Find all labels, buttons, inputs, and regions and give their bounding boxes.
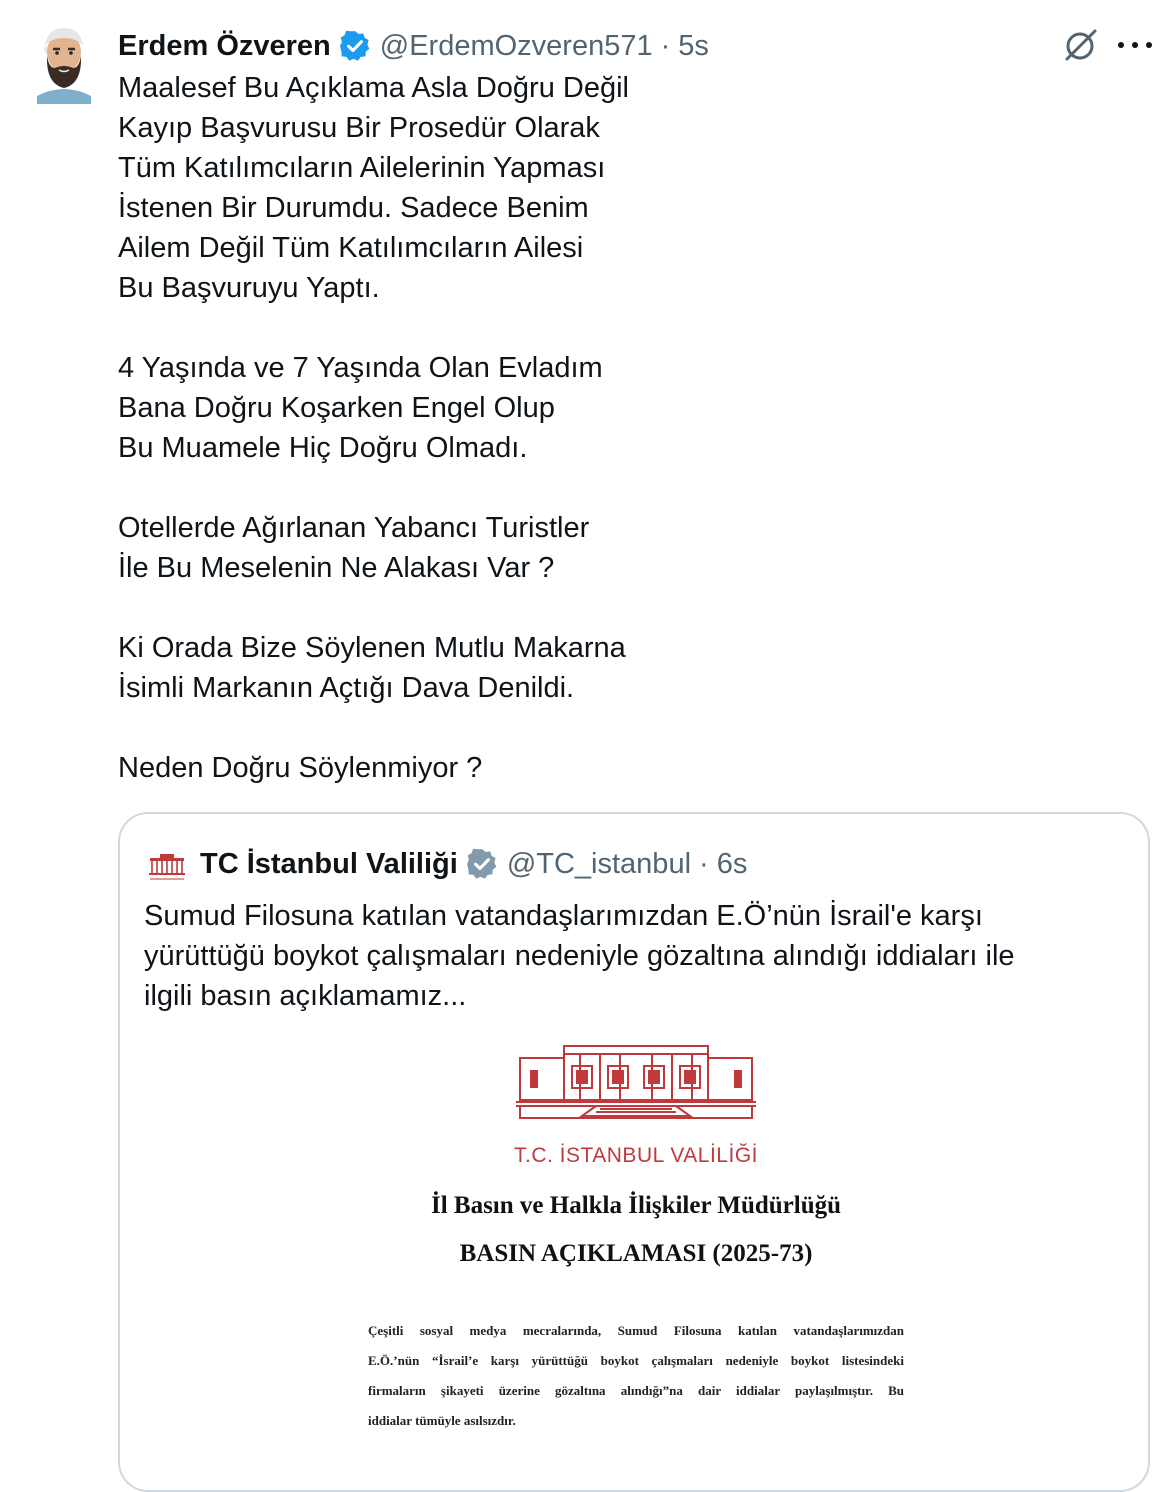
document-department: İl Basın ve Halkla İlişkiler Müdürlüğü: [430, 1192, 842, 1219]
press-release-image[interactable]: [120, 1034, 1150, 1492]
document-body-line: Çeşitli sosyal medya mecralarında, Sumud Filosuna katılan vatandaşlarımızdan: [368, 1323, 904, 1338]
tweet-line: Bu Muamele Hiç Doğru Olmadı.: [118, 432, 528, 464]
quoted-author-display-name[interactable]: TC İstanbul Valiliği: [200, 847, 458, 880]
tweet-line: Ki Orada Bize Söylenen Mutlu Makarna: [118, 632, 626, 664]
tweet-text: [118, 68, 818, 788]
tweet-header: [118, 26, 709, 66]
quoted-tweet-line: Sumud Filosuna katılan vatandaşlarımızdan E.Ö’nün İsrail'e karşı: [144, 900, 983, 932]
quoted-tweet-text: [144, 896, 1134, 1016]
author-avatar[interactable]: [33, 24, 95, 104]
quoted-tweet-line: ilgili basın açıklamamız...: [144, 980, 467, 1012]
more-dot: [1146, 42, 1152, 48]
istanbul-governorship-logo: [516, 1044, 756, 1120]
author-handle[interactable]: @ErdemOzveren571: [379, 29, 653, 62]
government-badge-icon[interactable]: [465, 847, 499, 881]
quoted-tweet-header: [200, 844, 747, 884]
tweet-line: Ailem Değil Tüm Katılımcıların Ailesi: [118, 232, 584, 264]
document-body-line: iddialar tümüyle asılsızdır.: [368, 1413, 516, 1428]
tweet-paragraph: [118, 748, 818, 788]
more-dot: [1132, 42, 1138, 48]
document-body: [368, 1316, 904, 1436]
tweet-paragraph: [118, 508, 818, 588]
tweet-line: Bana Doğru Koşarken Engel Olup: [118, 392, 555, 424]
tweet-line: İsimli Markanın Açtığı Dava Denildi.: [118, 672, 575, 704]
tweet-paragraph: [118, 628, 818, 708]
author-display-name[interactable]: Erdem Özveren: [118, 29, 331, 62]
quoted-tweet[interactable]: [118, 812, 1150, 1492]
quoted-author-handle[interactable]: @TC_istanbul: [506, 847, 692, 880]
more-options-icon[interactable]: [1118, 32, 1152, 58]
document-body-line: E.Ö.’nün “İsrail’e karşı yürüttüğü boykot çalışmaları nedeniyle boykot listesindeki: [368, 1353, 904, 1368]
grok-icon[interactable]: [1062, 26, 1100, 64]
tweet-line: Maalesef Bu Açıklama Asla Doğru Değil: [118, 72, 629, 104]
separator-dot: ·: [660, 29, 671, 62]
tweet-paragraph: [118, 68, 818, 308]
quoted-tweet-line: yürüttüğü boykot çalışmaları nedeniyle gözaltına alındığı iddiaları ile: [144, 940, 1015, 972]
tweet-timestamp[interactable]: 5s: [678, 29, 709, 62]
tweet-line: Neden Doğru Söylenmiyor ?: [118, 752, 483, 784]
document-title: BASIN AÇIKLAMASI (2025-73): [459, 1240, 813, 1267]
document-body-line: firmaların şikayeti üzerine gözaltına alındığı”na dair iddialar paylaşılmıştır. Bu: [368, 1383, 904, 1398]
tweet-line: Bu Başvuruyu Yaptı.: [118, 272, 380, 304]
verified-badge-icon[interactable]: [338, 29, 372, 63]
quoted-tweet-timestamp[interactable]: 6s: [716, 847, 748, 880]
tweet-line: İle Bu Meselenin Ne Alakası Var ?: [118, 552, 555, 584]
tweet-line: Tüm Katılımcıların Ailelerinin Yapması: [118, 152, 606, 184]
tweet-line: Kayıp Başvurusu Bir Prosedür Olarak: [118, 112, 600, 144]
tweet-paragraph: [118, 348, 818, 468]
more-dot: [1118, 42, 1124, 48]
quoted-author-avatar[interactable]: [144, 848, 190, 884]
tweet-line: İstenen Bir Durumdu. Sadece Benim: [118, 192, 589, 224]
tweet-line: 4 Yaşında ve 7 Yaşında Olan Evladım: [118, 352, 603, 384]
tweet-line: Otellerde Ağırlanan Yabancı Turistler: [118, 512, 590, 544]
logo-caption: T.C. İSTANBUL VALİLİĞİ: [513, 1144, 758, 1167]
separator-dot: ·: [699, 847, 709, 880]
